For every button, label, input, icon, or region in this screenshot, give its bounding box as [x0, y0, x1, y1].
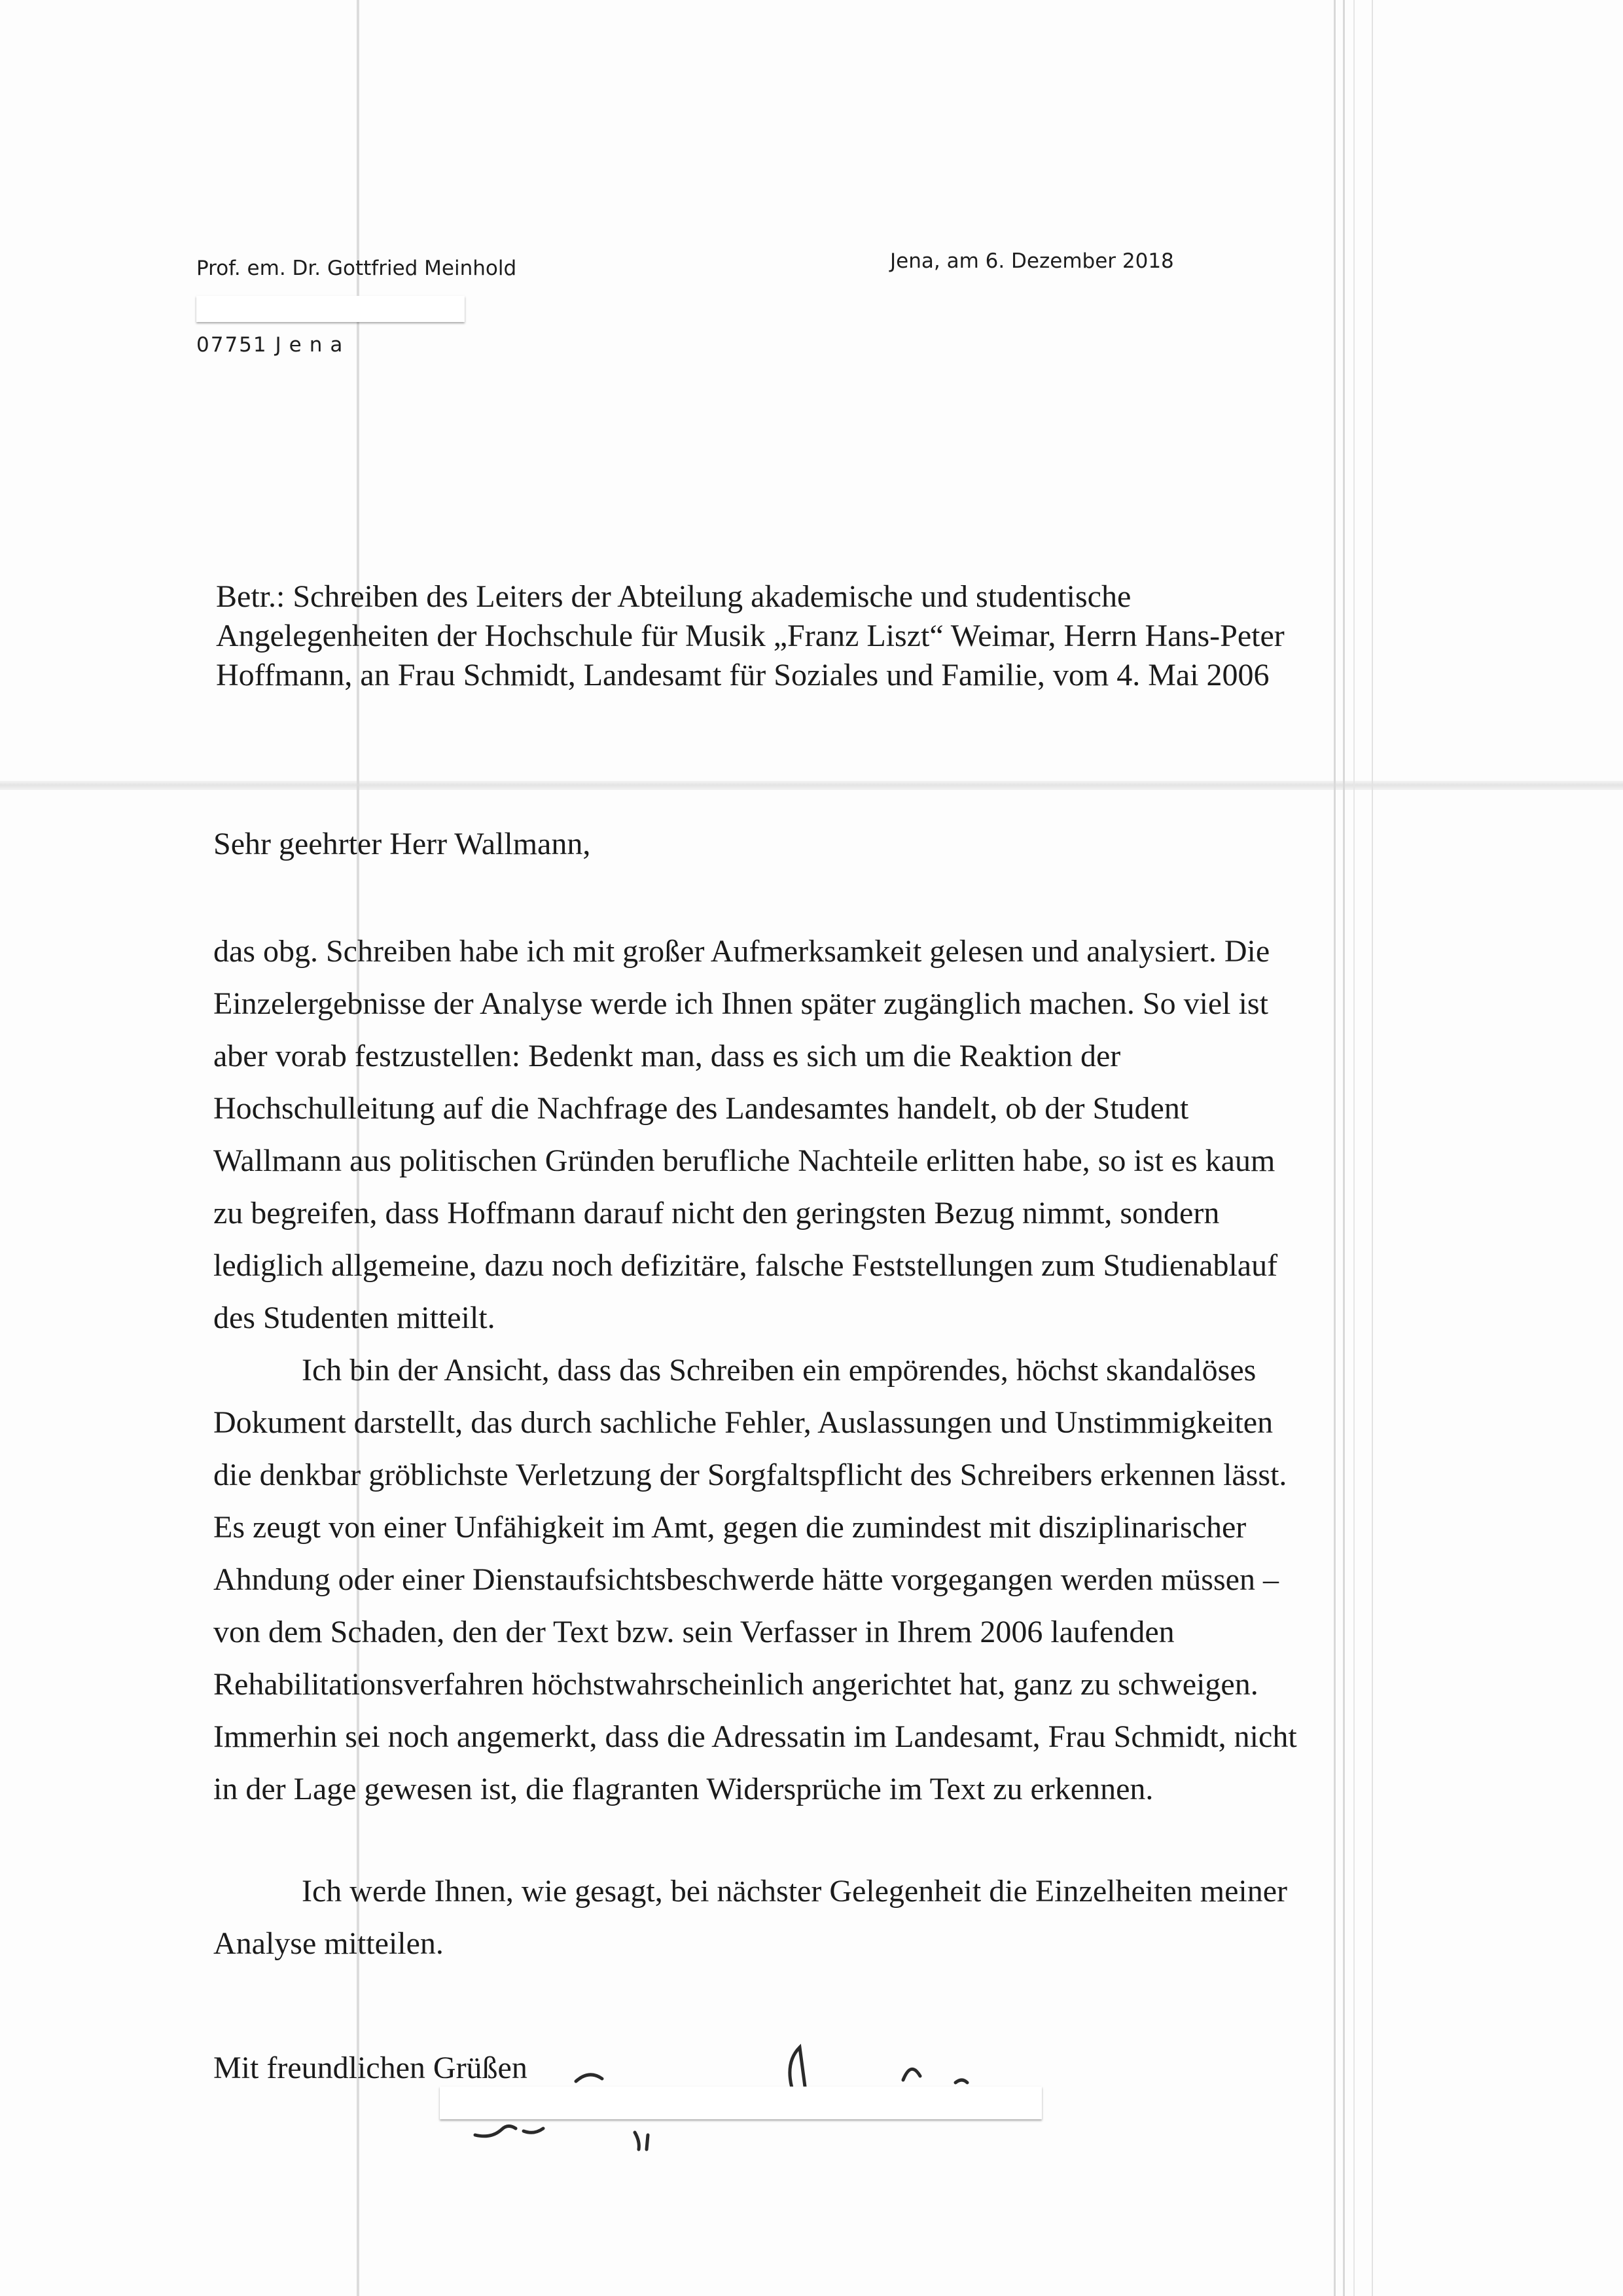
paragraph-line: Immerhin sei noch angemerkt, dass die Adressatin im Landesamt, Frau Schmidt, nicht	[213, 1719, 1297, 1754]
paragraph-line: zu begreifen, dass Hoffmann darauf nicht den geringsten Bezug nimmt, sondern	[213, 1196, 1220, 1230]
salutation: Sehr geehrter Herr Wallmann,	[213, 827, 591, 861]
paragraph-line: in der Lage gewesen ist, die flagranten Widersprüche im Text zu erkennen.	[213, 1772, 1154, 1806]
paragraph-line: Hochschulleitung auf die Nachfrage des Landesamtes handelt, ob der Student	[213, 1091, 1189, 1126]
subject-line: Angelegenheiten der Hochschule für Musik „Franz Liszt“ Weimar, Herrn Hans-Peter	[216, 619, 1285, 653]
paragraph-line: von dem Schaden, den der Text bzw. sein Verfasser in Ihrem 2006 laufenden	[213, 1615, 1175, 1649]
sender-name: Prof. em. Dr. Gottfried Meinhold	[196, 257, 517, 280]
letter-date: Jena, am 6. Dezember 2018	[890, 249, 1174, 273]
closing-phrase: Mit freundlichen Grüßen	[213, 2051, 527, 2085]
subject-line: Betr.: Schreiben des Leiters der Abteilung akademische und studentische	[216, 579, 1132, 614]
city-name: Jena	[275, 333, 351, 357]
redacted-signature	[440, 2087, 1042, 2119]
paragraph-line: die denkbar gröblichste Verletzung der Sorgfaltspflicht des Schreibers erkennen lässt.	[213, 1458, 1287, 1492]
paragraph-line: Ich bin der Ansicht, dass das Schreiben ein empörendes, höchst skandalöses	[302, 1353, 1257, 1388]
paragraph-line: das obg. Schreiben habe ich mit großer Aufmerksamkeit gelesen und analysiert. Die	[213, 934, 1270, 969]
paragraph-line: lediglich allgemeine, dazu noch defizitäre, falsche Feststellungen zum Studienablauf	[213, 1248, 1278, 1283]
paragraph-line: Ich werde Ihnen, wie gesagt, bei nächster Gelegenheit die Einzelheiten meiner	[302, 1874, 1287, 1909]
paragraph-line: Dokument darstellt, das durch sachliche Fehler, Auslassungen und Unstimmigkeiten	[213, 1405, 1274, 1440]
paragraph-line: Ahndung oder einer Dienstaufsichtsbeschwerde hätte vorgegangen werden müssen –	[213, 1562, 1279, 1597]
paragraph-line: Analyse mitteilen.	[213, 1926, 444, 1961]
paragraph-line: Rehabilitationsverfahren höchstwahrscheinlich angerichtet hat, ganz zu schweigen.	[213, 1667, 1258, 1702]
paragraph-line: Es zeugt von einer Unfähigkeit im Amt, gegen die zumindest mit disziplinarischer	[213, 1510, 1247, 1545]
subject-line: Hoffmann, an Frau Schmidt, Landesamt für Soziales und Familie, vom 4. Mai 2006	[216, 658, 1270, 692]
postal-code: 07751	[196, 333, 268, 357]
paragraph-line: aber vorab festzustellen: Bedenkt man, dass es sich um die Reaktion der	[213, 1039, 1121, 1073]
paragraph-line: Einzelergebnisse der Analyse werde ich Ihnen später zugänglich machen. So viel ist	[213, 986, 1268, 1021]
paragraph-line: des Studenten mitteilt.	[213, 1300, 495, 1335]
paragraph-line: Wallmann aus politischen Gründen berufliche Nachteile erlitten habe, so ist es kaum	[213, 1143, 1275, 1178]
